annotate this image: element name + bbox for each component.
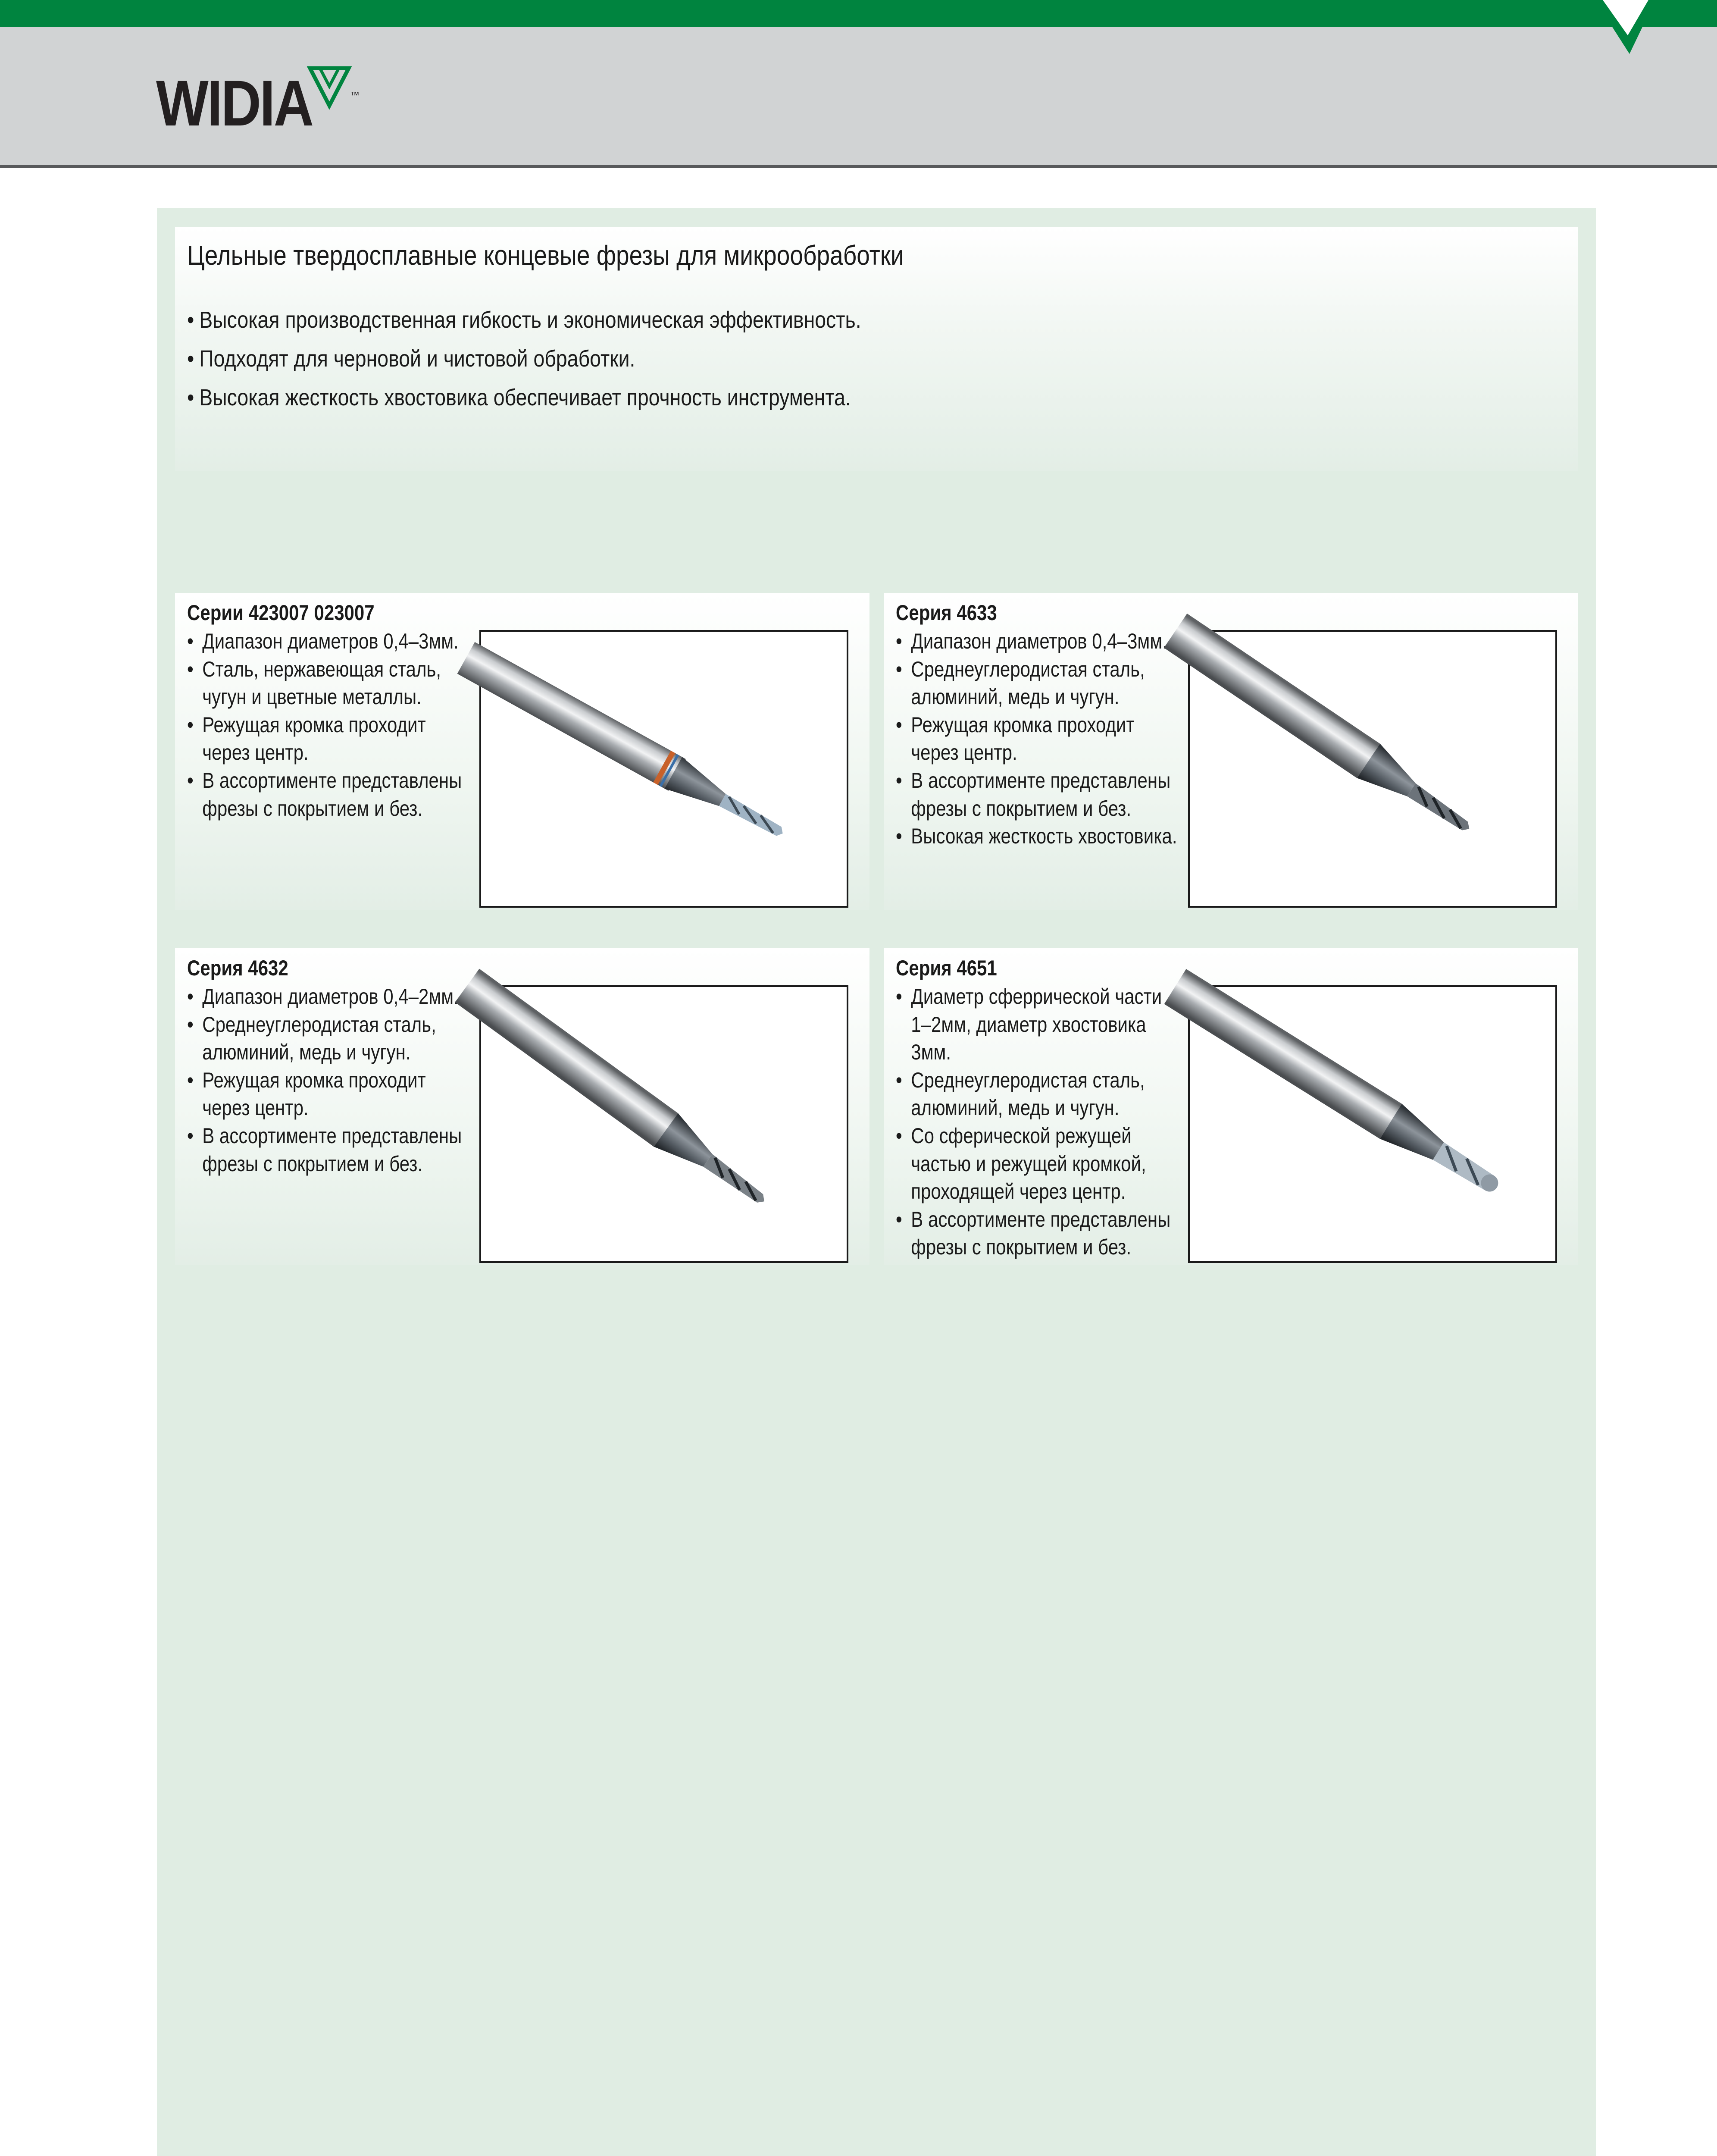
series-card-4651 (884, 948, 1578, 1265)
card-bullet: • В ассортименте представлены фрезы с покрытием и без. (896, 1206, 1178, 1261)
content-panel (157, 208, 1596, 2156)
card-bullet: • Среднеуглеродистая сталь, алюминий, медь и чугун. (896, 1066, 1178, 1122)
card-bullet: • Диапазон диаметров 0,4–3мм. (896, 627, 1178, 655)
card-bullet: • Среднеуглеродистая сталь, алюминий, медь и чугун. (187, 1011, 469, 1066)
end-mill-photo (479, 985, 848, 1263)
intro-bullet: • Подходят для черновой и чистовой обработки. (187, 339, 861, 378)
card-title: Серия 4651 (896, 956, 997, 980)
page-title: Цельные твердосплавные концевые фрезы для микрообработки (187, 240, 904, 271)
intro-bullet: • Высокая производственная гибкость и экономическая эффективность. (187, 301, 861, 339)
widia-logo (156, 65, 363, 138)
end-mill-photo (479, 630, 848, 908)
card-bullets (896, 627, 1178, 850)
series-card-423007 (175, 593, 869, 910)
card-bullet: • В ассортименте представлены фрезы с покрытием и без. (896, 767, 1178, 822)
logo-wordmark: WIDIA (156, 67, 313, 139)
intro-bullets (187, 301, 861, 417)
card-bullet: • В ассортименте представлены фрезы с покрытием и без. (187, 1122, 469, 1178)
card-bullet: • Среднеуглеродистая сталь, алюминий, медь и чугун. (896, 655, 1178, 711)
card-bullet: • Диапазон диаметров 0,4–2мм. (187, 983, 469, 1011)
card-title: Серии 423007 023007 (187, 601, 375, 625)
card-bullets (896, 983, 1178, 1261)
card-bullet: • Со сферической режущей частью и режущей кромкой, проходящей через центр. (896, 1122, 1178, 1206)
widia-triangle-logo-icon (308, 65, 360, 112)
intro-section (175, 227, 1578, 471)
card-bullet: • Режущая кромка проходит через центр. (187, 711, 469, 767)
card-title: Серия 4633 (896, 601, 997, 625)
top-accent-bar (0, 0, 1717, 27)
card-bullet: • Диапазон диаметров 0,4–3мм. (187, 627, 469, 655)
end-mill-photo (1188, 630, 1557, 908)
ball-nose-end-mill-photo (1188, 985, 1557, 1263)
card-title: Серия 4632 (187, 956, 288, 980)
card-bullet: • Режущая кромка проходит через центр. (187, 1066, 469, 1122)
card-bullet: • Диаметр сферрической части 1–2мм, диаметр хвостовика 3мм. (896, 983, 1178, 1066)
card-bullet: • Сталь, нержавеющая сталь, чугун и цветные металлы. (187, 655, 469, 711)
series-card-4633 (884, 593, 1578, 910)
intro-bullet: • Высокая жесткость хвостовика обеспечивает прочность инструмента. (187, 378, 861, 417)
series-card-4632 (175, 948, 869, 1265)
card-bullets (187, 983, 469, 1178)
card-bullet: • Режущая кромка проходит через центр. (896, 711, 1178, 767)
card-bullet: • В ассортименте представлены фрезы с покрытием и без. (187, 767, 469, 822)
corner-triangle-icon (1595, 0, 1660, 56)
svg-text:™: ™ (350, 90, 360, 100)
card-bullets (187, 627, 469, 822)
card-bullet: • Высокая жесткость хвостовика. (896, 822, 1178, 850)
